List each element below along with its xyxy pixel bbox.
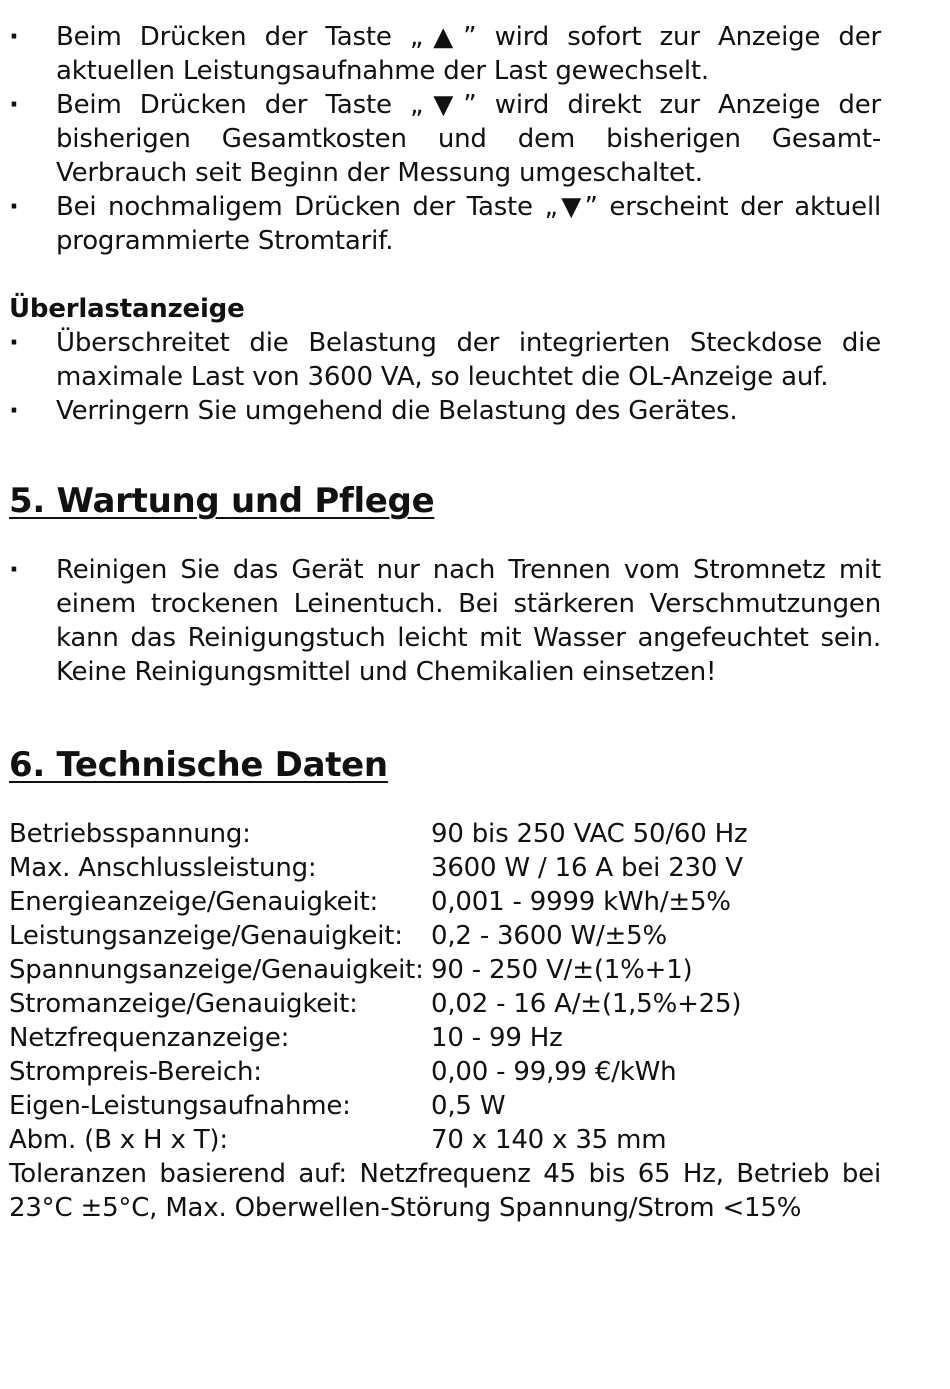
spec-label: Eigen-Leistungsaufnahme:	[9, 1091, 351, 1121]
overload-heading: Überlastanzeige	[9, 294, 245, 324]
table-row	[9, 987, 881, 1021]
spec-label: Abm. (B x H x T):	[9, 1125, 228, 1155]
spec-value: 0,001 - 9999 kWh/±5%	[431, 887, 731, 917]
spec-label: Max. Anschlussleistung:	[9, 853, 317, 883]
spec-label: Spannungsanzeige/Genauigkeit:	[9, 955, 424, 985]
list-item: · Bei nochmaligem Drücken der Taste „▼” erscheint der aktuell programmierte Stromtarif.	[9, 190, 881, 258]
table-row	[9, 851, 881, 885]
table-row	[9, 817, 881, 851]
spec-label: Betriebsspannung:	[9, 819, 251, 849]
key-function-list	[9, 20, 881, 258]
table-row	[9, 885, 881, 919]
spec-value: 70 x 140 x 35 mm	[431, 1125, 667, 1155]
spec-label: Stromanzeige/Genauigkeit:	[9, 989, 358, 1019]
list-item: · Reinigen Sie das Gerät nur nach Trennen vom Stromnetz mit einem trockenen Leinentuch. Bei stärkeren Verschmutzungen kann das Reinigungstuch leicht mit Wasser angefeuchtet sein. Keine Reinigungsmittel und Chemikalien einsetzen!	[9, 553, 881, 689]
spec-value: 0,02 - 16 A/±(1,5%+25)	[431, 989, 742, 1019]
table-row	[9, 919, 881, 953]
spec-label: Energieanzeige/Genauigkeit:	[9, 887, 379, 917]
maintenance-list	[9, 553, 881, 689]
overload-list	[9, 326, 881, 428]
spec-label: Netzfrequenzanzeige:	[9, 1023, 290, 1053]
spec-value: 90 bis 250 VAC 50/60 Hz	[431, 819, 748, 849]
section-title-maintenance: 5. Wartung und Pflege	[9, 481, 435, 521]
list-item: · Überschreitet die Belastung der integrierten Steckdose die maximale Last von 3600 VA, so leuchtet die OL-Anzeige auf.	[9, 326, 881, 394]
spec-value: 3600 W / 16 A bei 230 V	[431, 853, 743, 883]
tolerance-note: Toleranzen basierend auf: Netzfrequenz 45 bis 65 Hz, Betrieb bei 23°C ±5°C, Max. Oberwellen-Störung Spannung/Strom <15%	[9, 1159, 881, 1223]
list-item: · Verringern Sie umgehend die Belastung des Gerätes.	[9, 394, 881, 428]
table-row	[9, 1055, 881, 1089]
specs-table	[9, 817, 881, 1157]
spec-value: 0,5 W	[431, 1091, 506, 1121]
spec-label: Leistungsanzeige/Genauigkeit:	[9, 921, 403, 951]
manual-page	[9, 20, 881, 1225]
spec-label: Strompreis-Bereich:	[9, 1057, 262, 1087]
table-row	[9, 953, 881, 987]
table-row	[9, 1021, 881, 1055]
spec-value: 90 - 250 V/±(1%+1)	[431, 955, 693, 985]
spec-value: 10 - 99 Hz	[431, 1023, 563, 1053]
spec-value: 0,00 - 99,99 €/kWh	[431, 1057, 677, 1087]
table-row	[9, 1123, 881, 1157]
list-item: · Beim Drücken der Taste „▲” wird sofort zur Anzeige der aktuellen Leistungsaufnahme der Last gewechselt.	[9, 20, 881, 88]
list-item: · Beim Drücken der Taste „▼” wird direkt zur Anzeige der bisherigen Gesamtkosten und dem bisherigen Gesamt-Verbrauch seit Beginn der Messung umgeschaltet.	[9, 88, 881, 190]
table-row	[9, 1089, 881, 1123]
spec-value: 0,2 - 3600 W/±5%	[431, 921, 667, 951]
section-title-technical-data: 6. Technische Daten	[9, 745, 388, 785]
